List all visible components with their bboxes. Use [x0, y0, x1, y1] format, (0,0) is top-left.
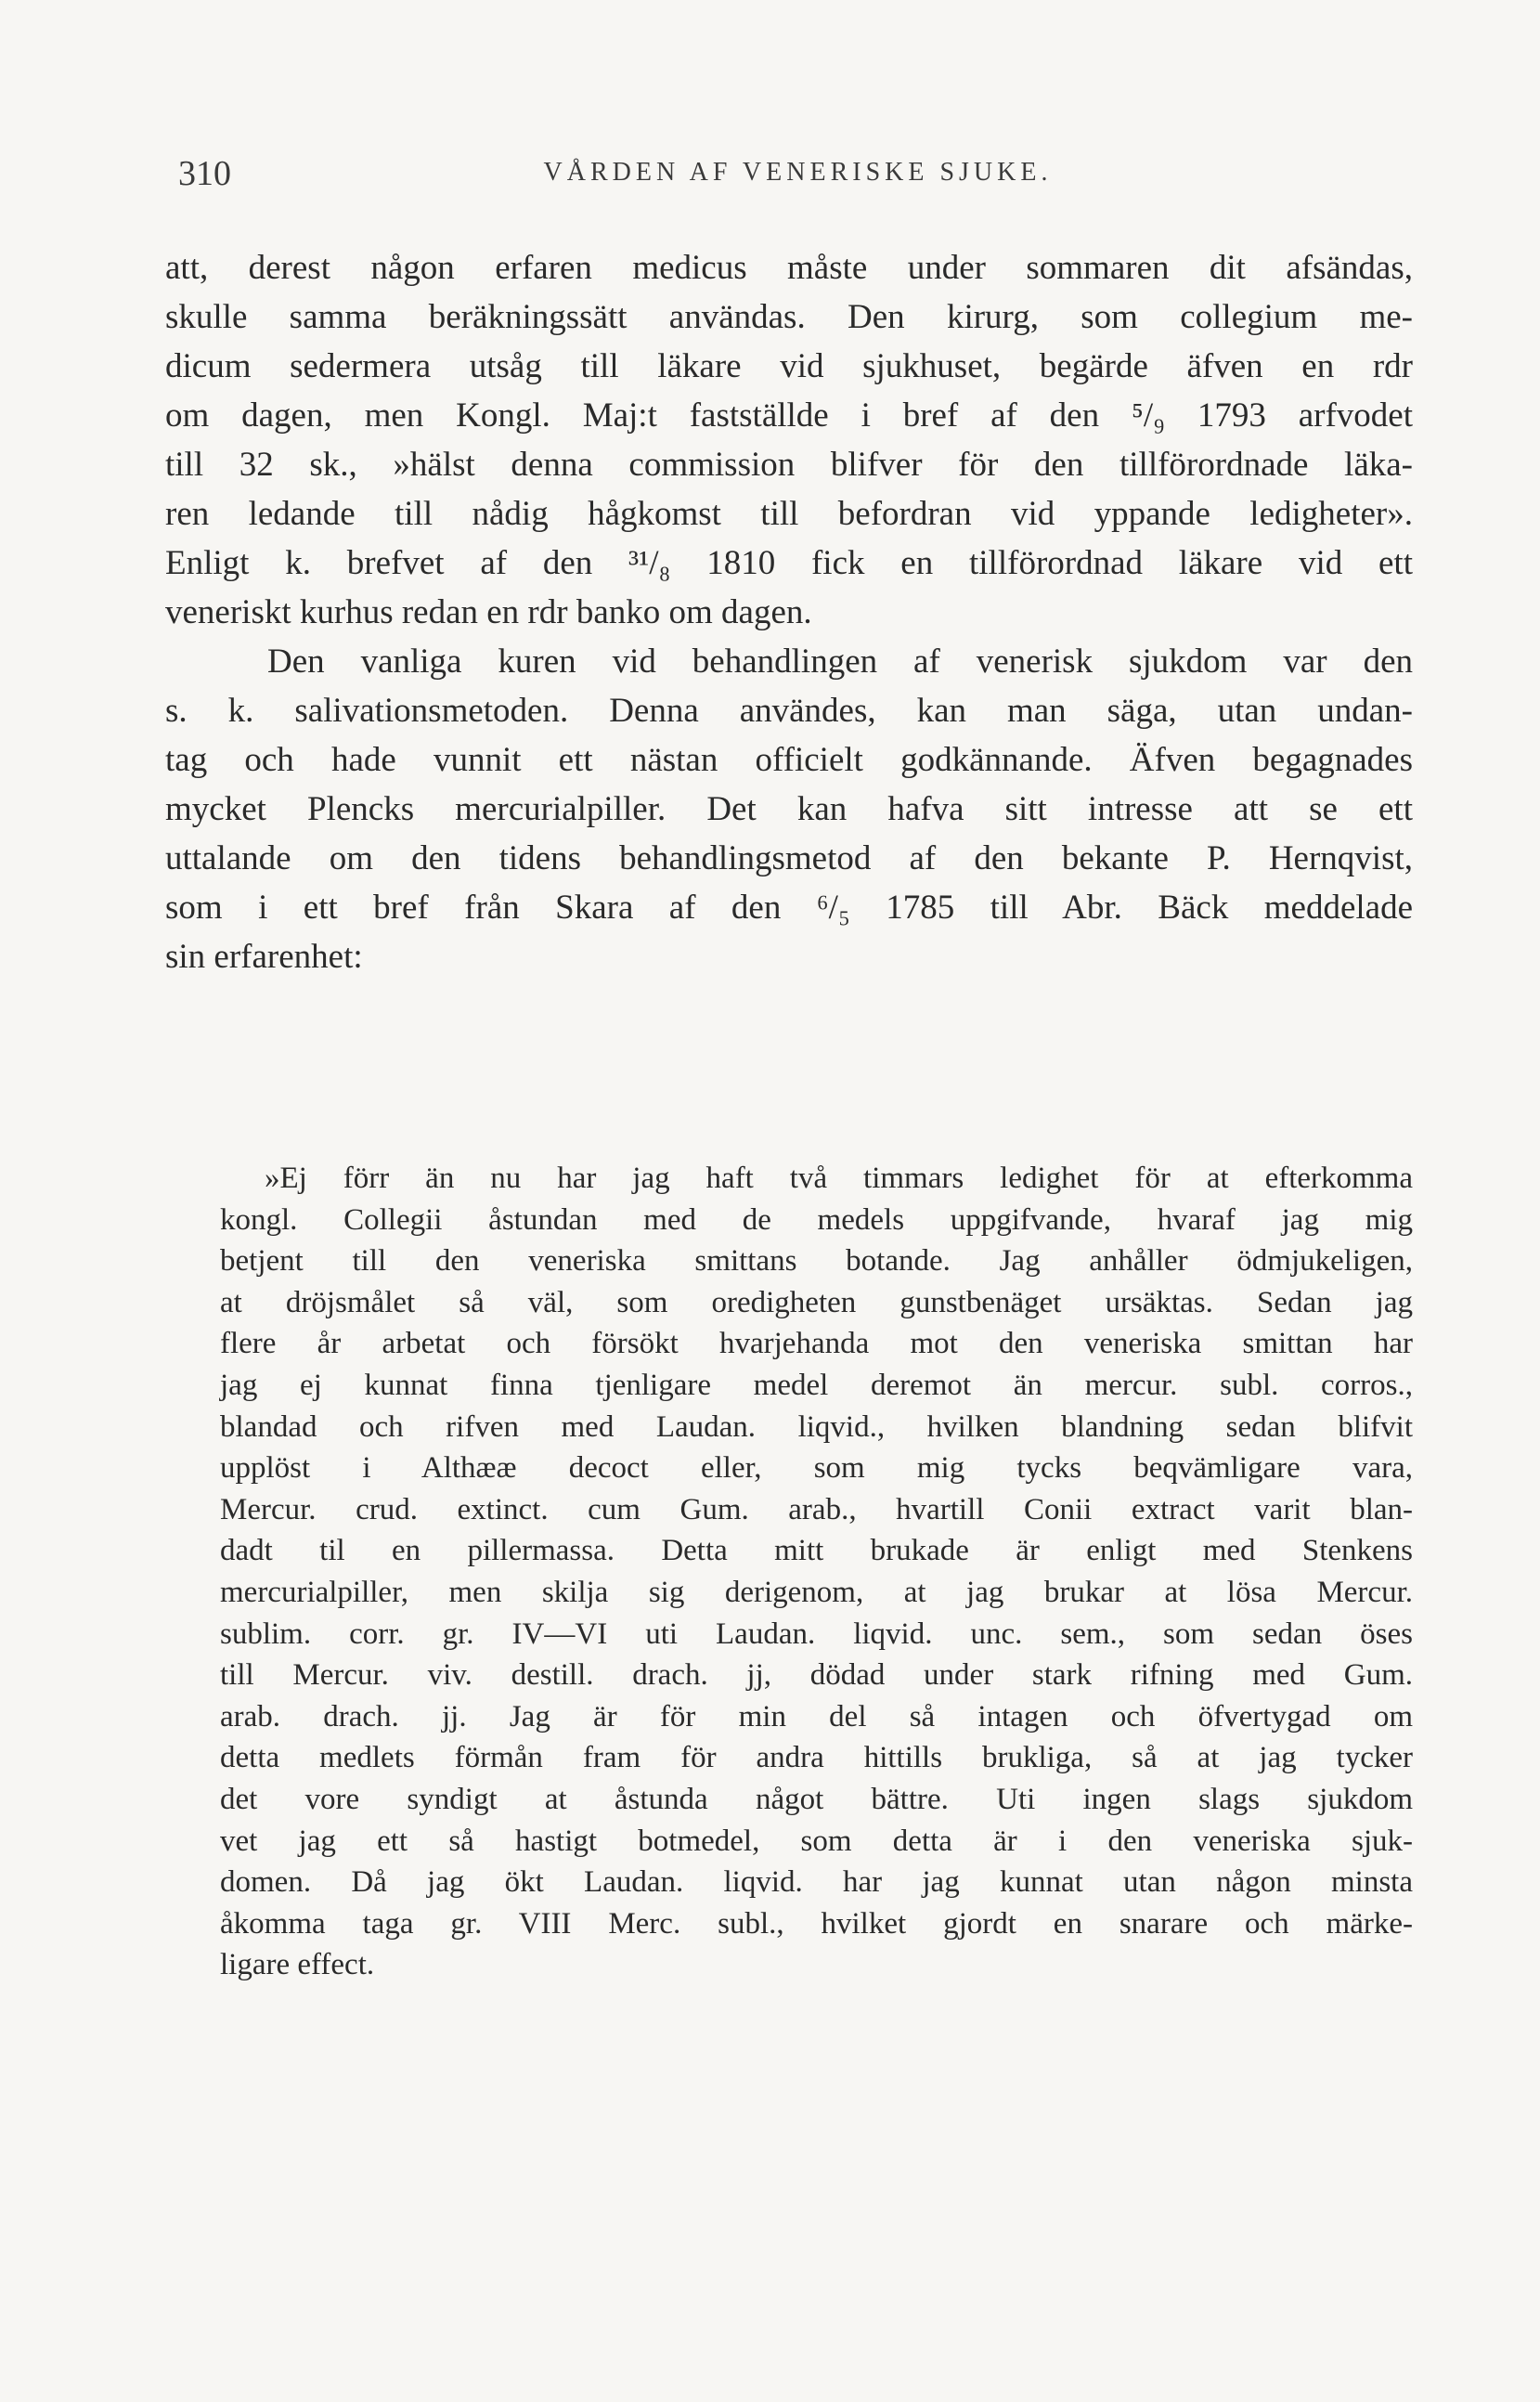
text-line: skulle samma beräkningssätt användas. Den kirurg, som collegium me- — [165, 298, 1413, 336]
text-line: uttalande om den tidens behandlingsmetod af den bekante P. Hernqvist, — [165, 839, 1413, 877]
body-text — [165, 243, 1413, 981]
text-line: mycket Plencks mercurialpiller. Det kan hafva sitt intresse att se ett — [165, 790, 1413, 828]
quote-line: flere år arbetat och försökt hvarjehanda mot den veneriska smittan har — [220, 1327, 1413, 1361]
quote-line: jag ej kunnat finna tjenligare medel deremot än mercur. subl. corros., — [220, 1368, 1413, 1402]
quote-line: at dröjsmålet så väl, som oredigheten gunstbenäget ursäktas. Sedan jag — [220, 1285, 1413, 1319]
quote-line: dadt til en pillermassa. Detta mitt brukade är enligt med Stenkens — [220, 1534, 1413, 1568]
text-line: till 32 sk., »hälst denna commission blifver för den tillförordnade läka- — [165, 446, 1413, 484]
quote-line: »Ej förr än nu har jag haft två timmars ledighet för at efterkomma — [265, 1162, 1413, 1195]
paragraph-1 — [165, 243, 1413, 637]
quote-line: Mercur. crud. extinct. cum Gum. arab., hvartill Conii extract varit blan- — [220, 1492, 1413, 1526]
quote-line: kongl. Collegii åstundan med de medels uppgifvande, hvaraf jag mig — [220, 1202, 1413, 1237]
text-line: Enligt k. brefvet af den ³¹/₈ 1810 fick en tillförordnad läkare vid ett — [165, 544, 1413, 582]
text-line: veneriskt kurhus redan en rdr banko om dagen. — [165, 593, 812, 631]
quote-line: mercurialpiller, men skilja sig derigenom, at jag brukar at lösa Mercur. — [220, 1575, 1413, 1609]
text-line: om dagen, men Kongl. Maj:t fastställde i bref af den ⁵/₉ 1793 arfvodet — [165, 396, 1413, 435]
quote-line: till Mercur. viv. destill. drach. jj, dödad under stark rifning med Gum. — [220, 1658, 1413, 1693]
quote-line: vet jag ett så hastigt botmedel, som detta är i den veneriska sjuk- — [220, 1824, 1413, 1858]
text-line: som i ett bref från Skara af den ⁶/₅ 1785 till Abr. Bäck meddelade — [165, 889, 1413, 927]
text-line: ren ledande till nådig hågkomst till befordran vid yppande ledigheter». — [165, 495, 1413, 533]
quote-line: domen. Då jag ökt Laudan. liqvid. har jag kunnat utan någon minsta — [220, 1865, 1413, 1900]
text-line: dicum sedermera utsåg till läkare vid sjukhuset, begärde äfven en rdr — [165, 347, 1413, 385]
quote-line: betjent till den veneriska smittans botande. Jag anhåller ödmjukeligen, — [220, 1244, 1413, 1279]
quoted-letter — [220, 1158, 1413, 1986]
running-head: VÅRDEN AF VENERISKE SJUKE. — [543, 158, 1053, 187]
quote-line: ligare effect. — [220, 1948, 375, 1982]
quote-line: upplöst i Althææ decoct eller, som mig tycks beqvämligare vara, — [220, 1451, 1413, 1486]
page-number: 310 — [178, 154, 231, 193]
text-line: s. k. salivationsmetoden. Denna användes, kan man säga, utan undan- — [165, 692, 1413, 730]
paragraph-2 — [165, 637, 1413, 981]
quote-line: blandad och rifven med Laudan. liqvid., hvilken blandning sedan blifvit — [220, 1409, 1413, 1444]
text-line: sin erfarenhet: — [165, 938, 363, 976]
text-line: tag och hade vunnit ett nästan officielt godkännande. Äfven begagnades — [165, 741, 1413, 779]
text-line: Den vanliga kuren vid behandlingen af venerisk sjukdom var den — [267, 643, 1413, 681]
text-line: att, derest någon erfaren medicus måste under sommaren dit afsändas, — [165, 249, 1413, 287]
quote-line: detta medlets förmån fram för andra hittills brukliga, så at jag tycker — [220, 1741, 1413, 1775]
quote-line: arab. drach. jj. Jag är för min del så intagen och öfvertygad om — [220, 1699, 1413, 1733]
quote-line: sublim. corr. gr. IV—VI uti Laudan. liqvid. unc. sem., som sedan öses — [220, 1616, 1413, 1651]
quote-line: det vore syndigt at åstunda något bättre. Uti ingen slags sjukdom — [220, 1782, 1413, 1816]
quote-line: åkomma taga gr. VIII Merc. subl., hvilket gjordt en snarare och märke- — [220, 1906, 1413, 1941]
